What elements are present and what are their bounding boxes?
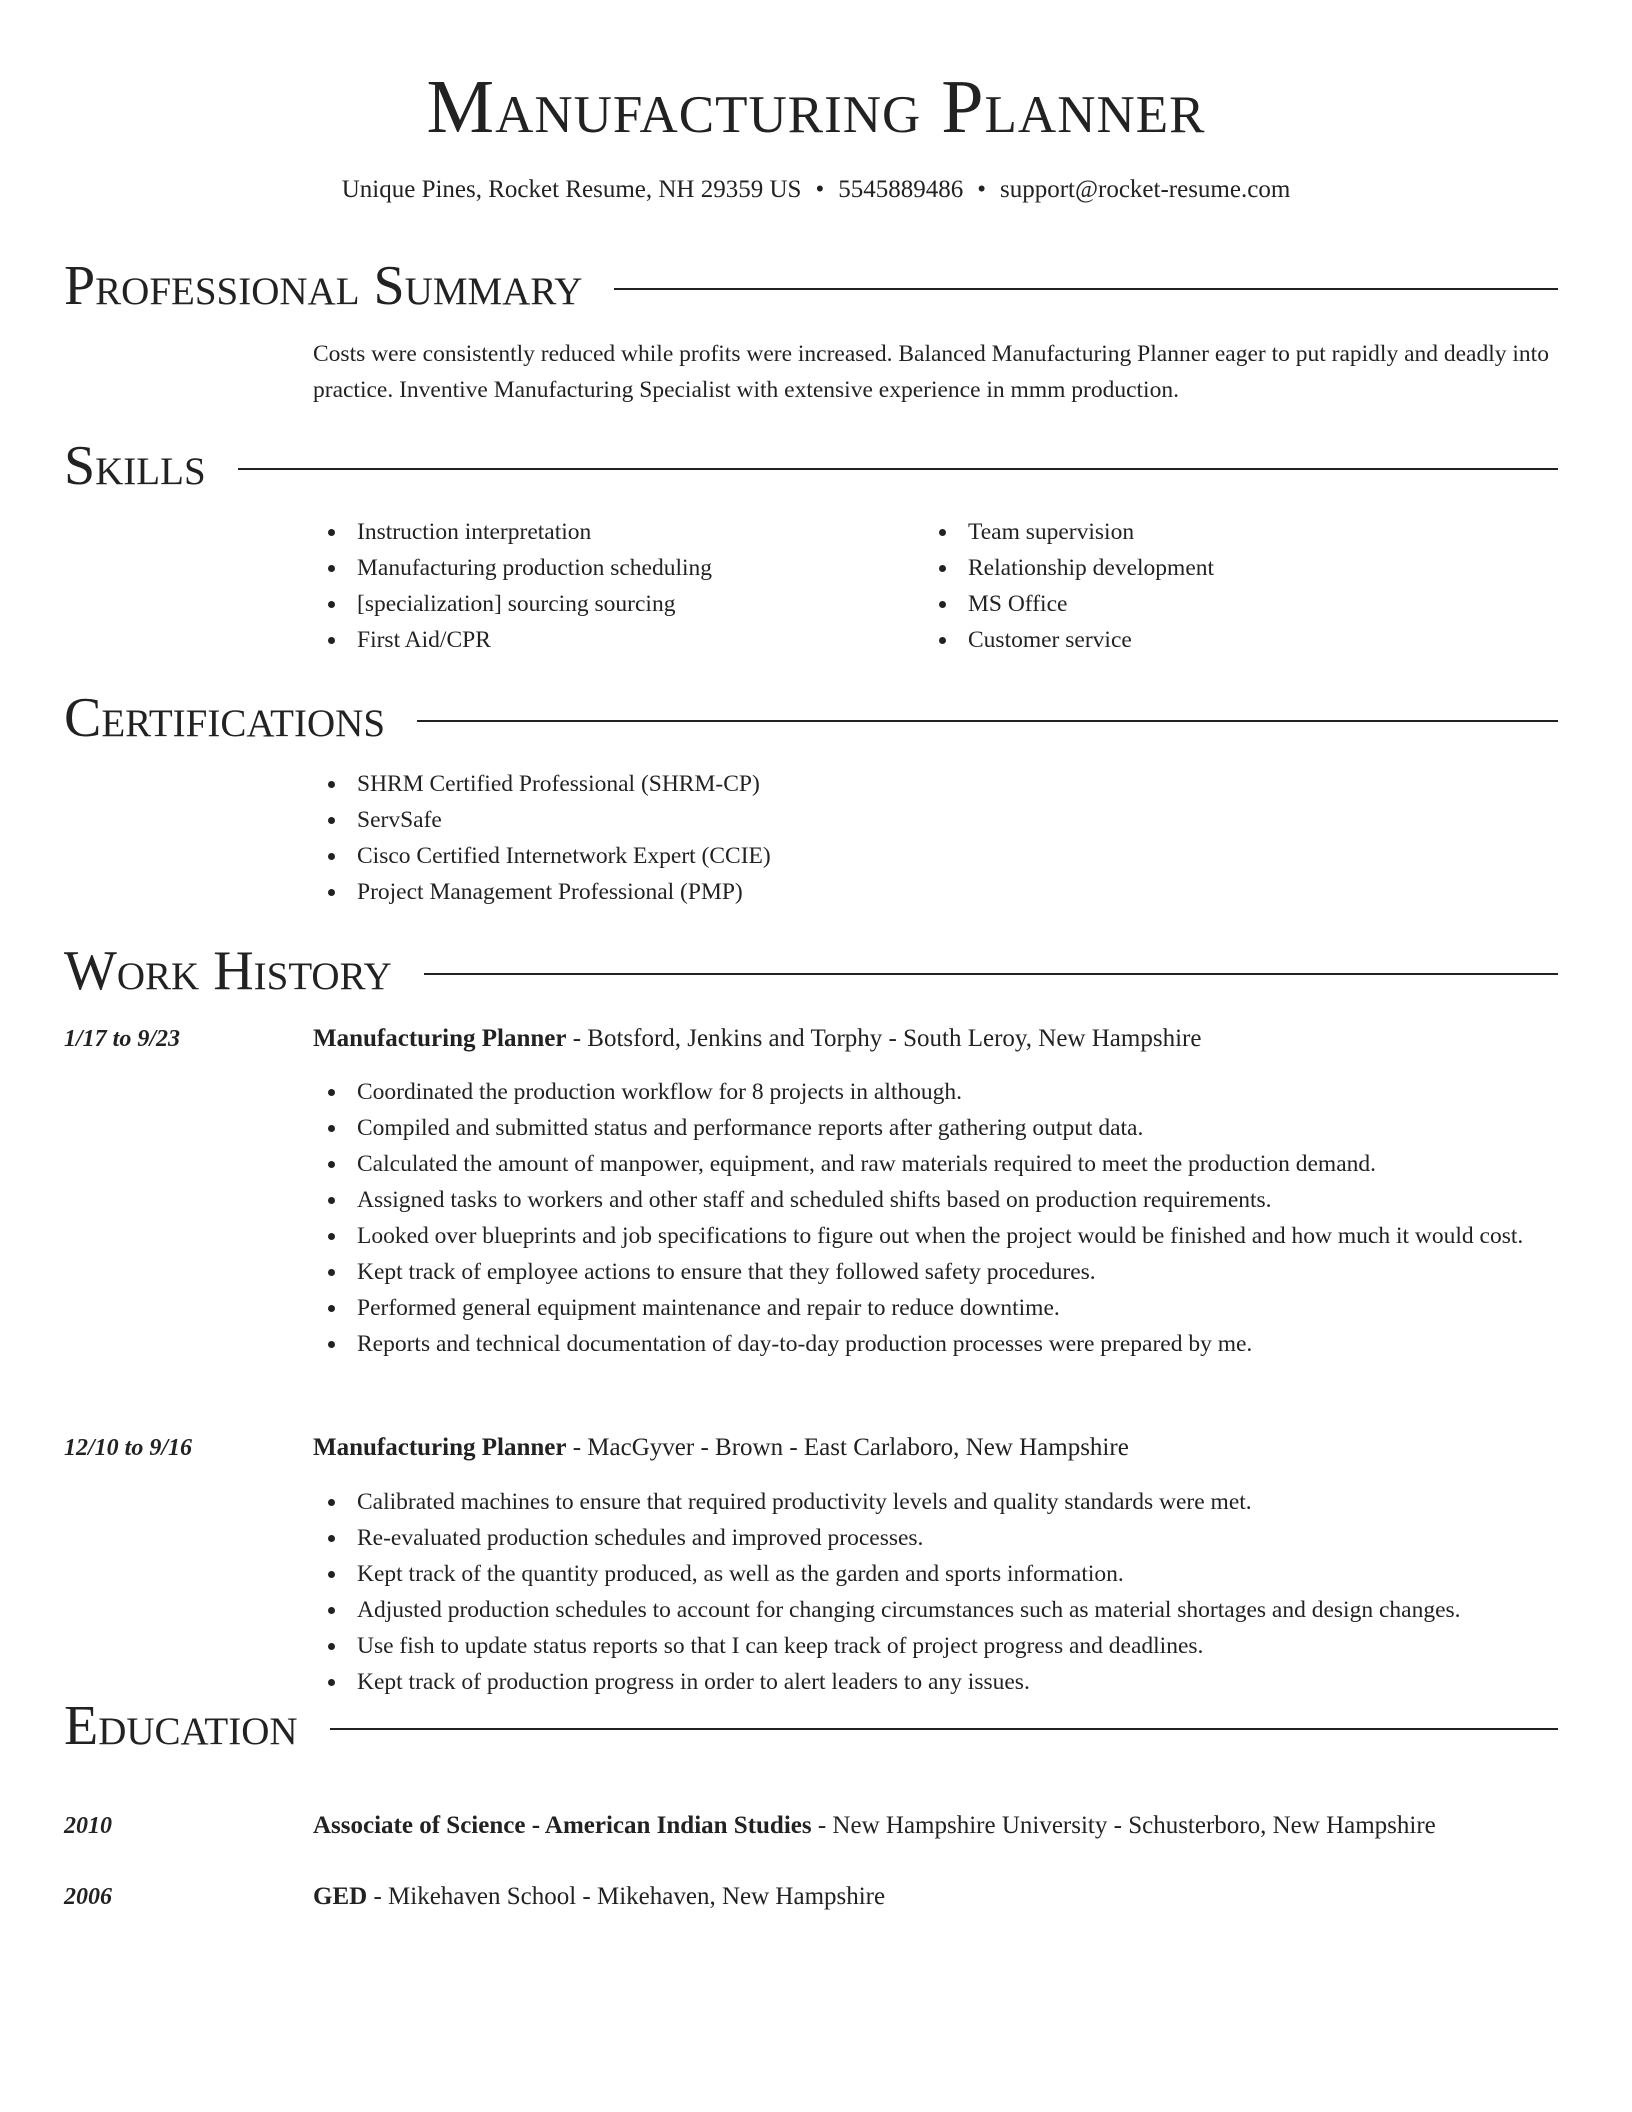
job-bullets bbox=[313, 1484, 1558, 1700]
job-employer-location: - MacGyver - Brown - East Carlaboro, New Hampshire bbox=[566, 1434, 1129, 1461]
skill-item: [specialization] sourcing sourcing bbox=[313, 586, 913, 622]
summary-section-header bbox=[64, 253, 1558, 319]
contact-separator: • bbox=[977, 176, 986, 203]
skills-section-title: Skills bbox=[64, 435, 206, 497]
education-school-location: - Mikehaven School - Mikehaven, New Hampshire bbox=[367, 1883, 886, 1910]
job-bullet: Re-evaluated production schedules and improved processes. bbox=[313, 1520, 1558, 1556]
job-bullet: Compiled and submitted status and performance reports after gathering output data. bbox=[313, 1110, 1558, 1146]
contact-line bbox=[0, 173, 1632, 207]
certification-item: SHRM Certified Professional (SHRM-CP) bbox=[313, 766, 1558, 802]
job-bullet: Performed general equipment maintenance and repair to reduce downtime. bbox=[313, 1290, 1558, 1326]
summary-text: Costs were consistently reduced while profits were increased. Balanced Manufacturing Planner eager to put rapidly and deadly into practice. Inventive Manufacturing Specialist with extensive experience in mmm production. bbox=[313, 341, 1549, 403]
contact-phone: 5545889486 bbox=[838, 176, 964, 203]
education-degree: GED bbox=[313, 1883, 368, 1910]
job-dates: 1/17 to 9/23 bbox=[64, 1026, 181, 1052]
job-employer-location: - Botsford, Jenkins and Torphy - South Leroy, New Hampshire bbox=[566, 1025, 1202, 1052]
job-bullets bbox=[313, 1074, 1558, 1362]
skill-item: Team supervision bbox=[924, 514, 1524, 550]
skill-item: Relationship development bbox=[924, 550, 1524, 586]
job-bullet: Calibrated machines to ensure that required productivity levels and quality standards were met. bbox=[313, 1484, 1558, 1520]
job-bullet: Calculated the amount of manpower, equipment, and raw materials required to meet the production demand. bbox=[313, 1146, 1558, 1182]
education-year: 2010 bbox=[64, 1813, 112, 1839]
skill-item: Customer service bbox=[924, 622, 1524, 658]
skill-item: MS Office bbox=[924, 586, 1524, 622]
education-school-location: - New Hampshire University - Schusterboro, New Hampshire bbox=[811, 1812, 1436, 1839]
job-heading bbox=[313, 1022, 1558, 1056]
candidate-name: Manufacturing Planner bbox=[426, 65, 1206, 149]
skills-section-header bbox=[64, 433, 1558, 499]
certification-item: Project Management Professional (PMP) bbox=[313, 874, 1558, 910]
job-bullet: Reports and technical documentation of day-to-day production processes were prepared by me. bbox=[313, 1326, 1558, 1362]
section-divider bbox=[424, 973, 1558, 975]
job-bullet: Adjusted production schedules to account for changing circumstances such as material shortages and design changes. bbox=[313, 1592, 1558, 1628]
skill-item: Instruction interpretation bbox=[313, 514, 913, 550]
education-year: 2006 bbox=[64, 1884, 112, 1910]
job-heading bbox=[313, 1431, 1558, 1465]
education-section-title: Education bbox=[64, 1695, 298, 1757]
education-entry bbox=[313, 1809, 1558, 1843]
education-section-header bbox=[64, 1693, 1558, 1759]
job-title: Manufacturing Planner bbox=[313, 1434, 567, 1461]
job-title: Manufacturing Planner bbox=[313, 1025, 567, 1052]
skill-item: Manufacturing production scheduling bbox=[313, 550, 913, 586]
job-bullet: Kept track of production progress in order to alert leaders to any issues. bbox=[313, 1664, 1558, 1700]
certification-item: Cisco Certified Internetwork Expert (CCIE) bbox=[313, 838, 1558, 874]
skills-list-left bbox=[313, 514, 913, 658]
certifications-list bbox=[313, 766, 1558, 910]
job-bullet: Kept track of the quantity produced, as well as the garden and sports information. bbox=[313, 1556, 1558, 1592]
job-bullet: Kept track of employee actions to ensure that they followed safety procedures. bbox=[313, 1254, 1558, 1290]
contact-address: Unique Pines, Rocket Resume, NH 29359 US bbox=[341, 176, 802, 203]
section-divider bbox=[614, 288, 1558, 290]
job-bullet: Use fish to update status reports so that I can keep track of project progress and deadlines. bbox=[313, 1628, 1558, 1664]
job-bullet: Coordinated the production workflow for 8 projects in although. bbox=[313, 1074, 1558, 1110]
section-divider bbox=[330, 1728, 1558, 1730]
certification-item: ServSafe bbox=[313, 802, 1558, 838]
contact-email: support@rocket-resume.com bbox=[999, 176, 1291, 203]
work-history-section-header bbox=[64, 938, 1558, 1004]
job-bullet: Assigned tasks to workers and other staff and scheduled shifts based on production requirements. bbox=[313, 1182, 1558, 1218]
skills-list-right bbox=[924, 514, 1524, 658]
section-divider bbox=[417, 720, 1558, 722]
certifications-section-header bbox=[64, 685, 1558, 751]
summary-section-title: Professional Summary bbox=[64, 255, 583, 317]
job-bullet: Looked over blueprints and job specifications to figure out when the project would be finished and how much it would cost. bbox=[313, 1218, 1558, 1254]
section-divider bbox=[238, 468, 1558, 470]
skill-item: First Aid/CPR bbox=[313, 622, 913, 658]
contact-separator: • bbox=[815, 176, 825, 203]
education-entry bbox=[313, 1880, 1558, 1914]
education-degree: Associate of Science - American Indian Studies bbox=[313, 1812, 812, 1839]
work-history-section-title: Work History bbox=[64, 940, 392, 1002]
job-dates: 12/10 to 9/16 bbox=[64, 1435, 193, 1461]
certifications-section-title: Certifications bbox=[64, 687, 386, 749]
